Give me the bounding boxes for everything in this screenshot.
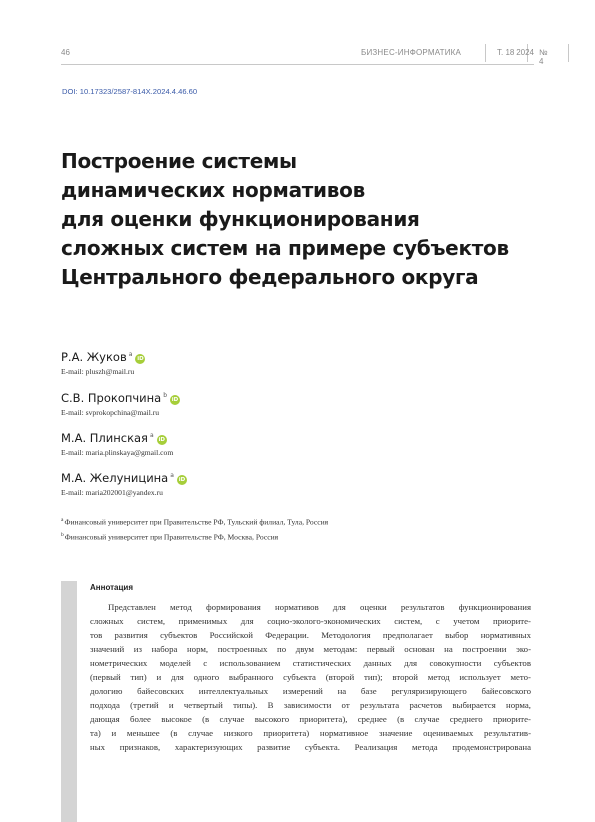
abstract-line: дологию байесовских интеллектуальных измерений на базе регуляризирующего байесовского	[90, 685, 531, 696]
running-header	[61, 44, 548, 66]
author-email[interactable]: E-mail: maria202001@yandex.ru	[61, 488, 163, 497]
orcid-icon[interactable]: iD	[178, 477, 186, 483]
article-title	[61, 147, 551, 292]
abstract-line: (первый тип) и для одного выбранного субъекта (второй тип); второй метод использует мето-	[90, 671, 531, 682]
author-name: М.А. Плинская	[61, 431, 148, 445]
author-block	[61, 471, 187, 497]
orcid-icon[interactable]: iD	[137, 356, 144, 362]
affiliation-item	[61, 529, 328, 544]
affiliation-item	[61, 514, 328, 529]
author-email[interactable]: E-mail: maria.plinskaya@gmail.com	[61, 448, 174, 457]
affiliation-mark: b	[163, 392, 168, 400]
title-line: для оценки функционирования	[61, 207, 420, 231]
affiliation-mark: b	[61, 531, 64, 538]
author-block	[61, 350, 145, 376]
author-name: М.А. Желуницина	[61, 471, 169, 485]
title-line: сложных систем на примере субъектов	[61, 236, 509, 260]
abstract-line: Представлен метод формирования нормативов для оценки результатов функционирования	[108, 602, 531, 612]
abstract-side-bar	[61, 581, 77, 822]
abstract-line: сложных систем, применимых для социо-эколого-экономических систем, с учетом приорите-	[90, 615, 531, 626]
author-email[interactable]: E-mail: svprokopchina@mail.ru	[61, 408, 160, 417]
affiliations	[61, 514, 328, 543]
abstract-line: подхода (третий и четвертый типы). В зависимости от результата расчетов выбирается норма,	[90, 699, 531, 710]
abstract-heading: Аннотация	[90, 583, 133, 592]
title-line: Центрального федерального округа	[61, 265, 479, 289]
abstract-line: ных признаков, характеризующих развитие субъекта. Реализация метода продемонстрирована	[90, 741, 531, 752]
page-number: 46	[61, 48, 70, 57]
author-name: С.В. Прокопчина	[61, 391, 162, 405]
abstract-line: нометрических моделей с использованием статистических данных для совокупности субъектов	[90, 657, 531, 668]
affiliation-text: Финансовый университет при Правительстве РФ, Тульский филиал, Тула, Россия	[64, 517, 329, 527]
volume-number: Т. 18	[497, 48, 515, 57]
issue-number: № 4	[539, 48, 548, 66]
affiliation-text: Финансовый университет при Правительстве РФ, Москва, Россия	[64, 532, 279, 542]
title-line: динамических нормативов	[61, 178, 365, 202]
abstract-line: тов развития субъектов Российской Федерации. Методология предполагает выбор нормативных	[90, 629, 531, 640]
abstract-line: значений из набора норм, построенных по двум методам: первый основан на построении эко-	[90, 643, 531, 654]
header-divider	[485, 44, 486, 62]
orcid-icon[interactable]: iD	[171, 397, 179, 403]
doi-link[interactable]: DOI: 10.17323/2587-814X.2024.4.46.60	[62, 87, 198, 96]
affiliation-mark: a	[128, 351, 133, 359]
header-divider	[568, 44, 569, 62]
affiliation-mark: a	[61, 517, 64, 523]
author-block	[61, 391, 180, 417]
affiliation-mark: a	[170, 472, 174, 480]
author-email[interactable]: E-mail: pluszh@mail.ru	[61, 367, 135, 376]
title-line: Построение системы	[61, 149, 297, 173]
journal-name: БИЗНЕС-ИНФОРМАТИКА	[361, 48, 462, 57]
publication-year: 2024	[516, 48, 534, 57]
author-name: Р.А. Жуков	[61, 350, 127, 364]
author-block	[61, 431, 173, 457]
abstract-body	[90, 601, 531, 754]
abstract-line: дающая более высокое (в случае высокого приоритета), среднее (в случае среднего приорите-	[90, 713, 531, 724]
orcid-icon[interactable]: iD	[158, 437, 165, 443]
abstract-line: та) и меньшее (в случае низкого приоритета) нормативное значение оцениваемых результатив-	[90, 727, 531, 738]
affiliation-mark: a	[149, 432, 154, 440]
